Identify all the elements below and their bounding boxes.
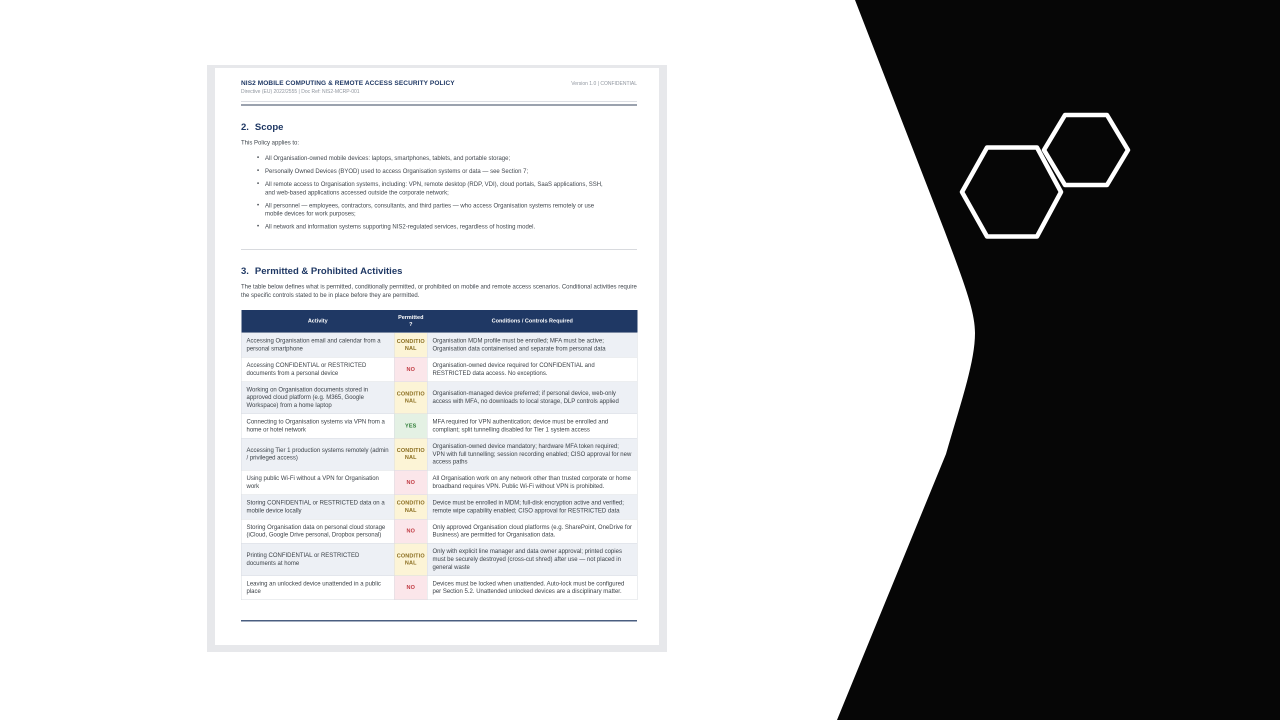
activity-cell: Storing Organisation data on personal cloud storage (iCloud, Google Drive personal, Dropbox personal) (241, 519, 394, 543)
activity-cell: Working on Organisation documents stored in approved cloud platform (e.g. M365, Google Workspace) from a home laptop (241, 382, 394, 414)
conditions-cell: All Organisation work on any network other than trusted corporate or home broadband requires VPN. Public Wi-Fi without VPN is prohibited. (427, 470, 637, 494)
scope-intro-text: This Policy applies to: (241, 139, 300, 146)
permitted-badge: NO (394, 470, 427, 494)
permitted-badge: CONDITIONAL (394, 438, 427, 470)
permitted-badge: CONDITIONAL (394, 333, 427, 357)
table-body (241, 333, 637, 600)
table-row (241, 470, 637, 494)
table-header-row (241, 310, 637, 333)
activity-cell: Accessing Tier 1 production systems remotely (admin / privileged access) (241, 438, 394, 470)
table-row (241, 519, 637, 543)
table-row (241, 414, 637, 438)
section-scope-title: Scope (254, 122, 284, 133)
scope-bullet-item: • All network and information systems supporting NIS2-regulated services, regardless of hosting model. (253, 223, 607, 231)
document-version-meta: Version 1.0 | CONFIDENTIAL (571, 81, 637, 87)
permitted-activities-table (241, 310, 638, 600)
permitted-badge: NO (394, 357, 427, 381)
header-rule-dark (241, 104, 637, 106)
document-subtitle: Directive (EU) 2022/2555 | Doc Ref: NIS2-MCRP-001 (241, 89, 360, 95)
header-rule-light (241, 101, 637, 102)
activity-cell: Storing CONFIDENTIAL or RESTRICTED data on a mobile device locally (241, 495, 394, 519)
section-scope-heading (241, 122, 637, 133)
document-header-left (241, 79, 455, 95)
permitted-badge: NO (394, 576, 427, 600)
permitted-badge: CONDITIONAL (394, 543, 427, 575)
section-activities-title: Permitted & Prohibited Activities (254, 265, 403, 277)
table-row (241, 357, 637, 381)
scope-bullet-item: • Personally Owned Devices (BYOD) used to access Organisation systems or data — see Section 7; (253, 167, 607, 175)
conditions-cell: Organisation-owned device required for CONFIDENTIAL and RESTRICTED data access. No exceptions. (427, 357, 637, 381)
activities-intro-text: The table below defines what is permitted, conditionally permitted, or prohibited on mobile and remote access scenarios. Conditional activities require the specific controls stated to be in place before they are permitted. (241, 282, 637, 299)
permitted-badge: CONDITIONAL (394, 495, 427, 519)
table-row (241, 495, 637, 519)
section-activities-heading (241, 266, 637, 277)
column-header-permitted: Permitted? (394, 310, 427, 333)
activity-cell: Leaving an unlocked device unattended in a public place (241, 576, 394, 600)
document-header (241, 79, 637, 95)
activity-cell: Accessing Organisation email and calendar from a personal smartphone (241, 333, 394, 357)
conditions-cell: Organisation-owned device mandatory; hardware MFA token required; VPN with full tunnelling; session recording enabled; CISO approval for new access paths (427, 438, 637, 470)
column-header-conditions: Conditions / Controls Required (427, 310, 637, 333)
scope-bullet-item: • All personnel — employees, contractors, consultants, and third parties — who access Organisation systems remotely or use mobile devices for work purposes; (253, 201, 607, 218)
conditions-cell: Organisation-managed device preferred; if personal device, web-only access with MFA, no downloads to local storage, DLP controls applied (427, 382, 637, 414)
permitted-badge: CONDITIONAL (394, 382, 427, 414)
permitted-badge: NO (394, 519, 427, 543)
section-scope-number: 2. (241, 122, 249, 133)
column-header-activity: Activity (241, 310, 394, 333)
table-row (241, 333, 637, 357)
scope-bullet-item: • All remote access to Organisation systems, including: VPN, remote desktop (RDP, VDI), cloud portals, SaaS applications, SSH, and web-based applications accessed outside the corporate network; (253, 180, 607, 197)
table-header (241, 310, 637, 333)
conditions-cell: Only approved Organisation cloud platforms (e.g. SharePoint, OneDrive for Business) are permitted for Organisation data. (427, 519, 637, 543)
section-divider (241, 249, 637, 250)
conditions-cell: MFA required for VPN authentication; device must be enrolled and compliant; split tunnelling disabled for Tier 1 system access (427, 414, 637, 438)
table-row (241, 382, 637, 414)
table-row (241, 576, 637, 600)
black-swoosh-shape (837, 0, 1280, 720)
activity-cell: Connecting to Organisation systems via VPN from a home or hotel network (241, 414, 394, 438)
conditions-cell: Only with explicit line manager and data owner approval; printed copies must be securely destroyed (cross-cut shred) after use — not placed in general waste (427, 543, 637, 575)
scope-list (253, 154, 607, 231)
conditions-cell: Organisation MDM profile must be enrolled; MFA must be active; Organisation data containerised and separate from personal data (427, 333, 637, 357)
policy-document-page (215, 68, 659, 645)
document-title: NIS2 MOBILE COMPUTING & REMOTE ACCESS SECURITY POLICY (241, 79, 455, 87)
table-row (241, 543, 637, 575)
conditions-cell: Device must be enrolled in MDM; full-disk encryption active and verified; remote wipe capability enabled; CISO approval for RESTRICTED data (427, 495, 637, 519)
page-footer-rule (241, 620, 637, 622)
scope-bullet-item: • All Organisation-owned mobile devices: laptops, smartphones, tablets, and portable storage; (253, 154, 607, 162)
conditions-cell: Devices must be locked when unattended. Auto-lock must be configured per Section 5.2. Unattended unlocked devices are a disciplinary matter. (427, 576, 637, 600)
activity-cell: Accessing CONFIDENTIAL or RESTRICTED documents from a personal device (241, 357, 394, 381)
section-activities-number: 3. (241, 265, 249, 277)
activity-cell: Using public Wi-Fi without a VPN for Organisation work (241, 470, 394, 494)
table-row (241, 438, 637, 470)
permitted-badge: YES (394, 414, 427, 438)
activity-cell: Printing CONFIDENTIAL or RESTRICTED documents at home (241, 543, 394, 575)
